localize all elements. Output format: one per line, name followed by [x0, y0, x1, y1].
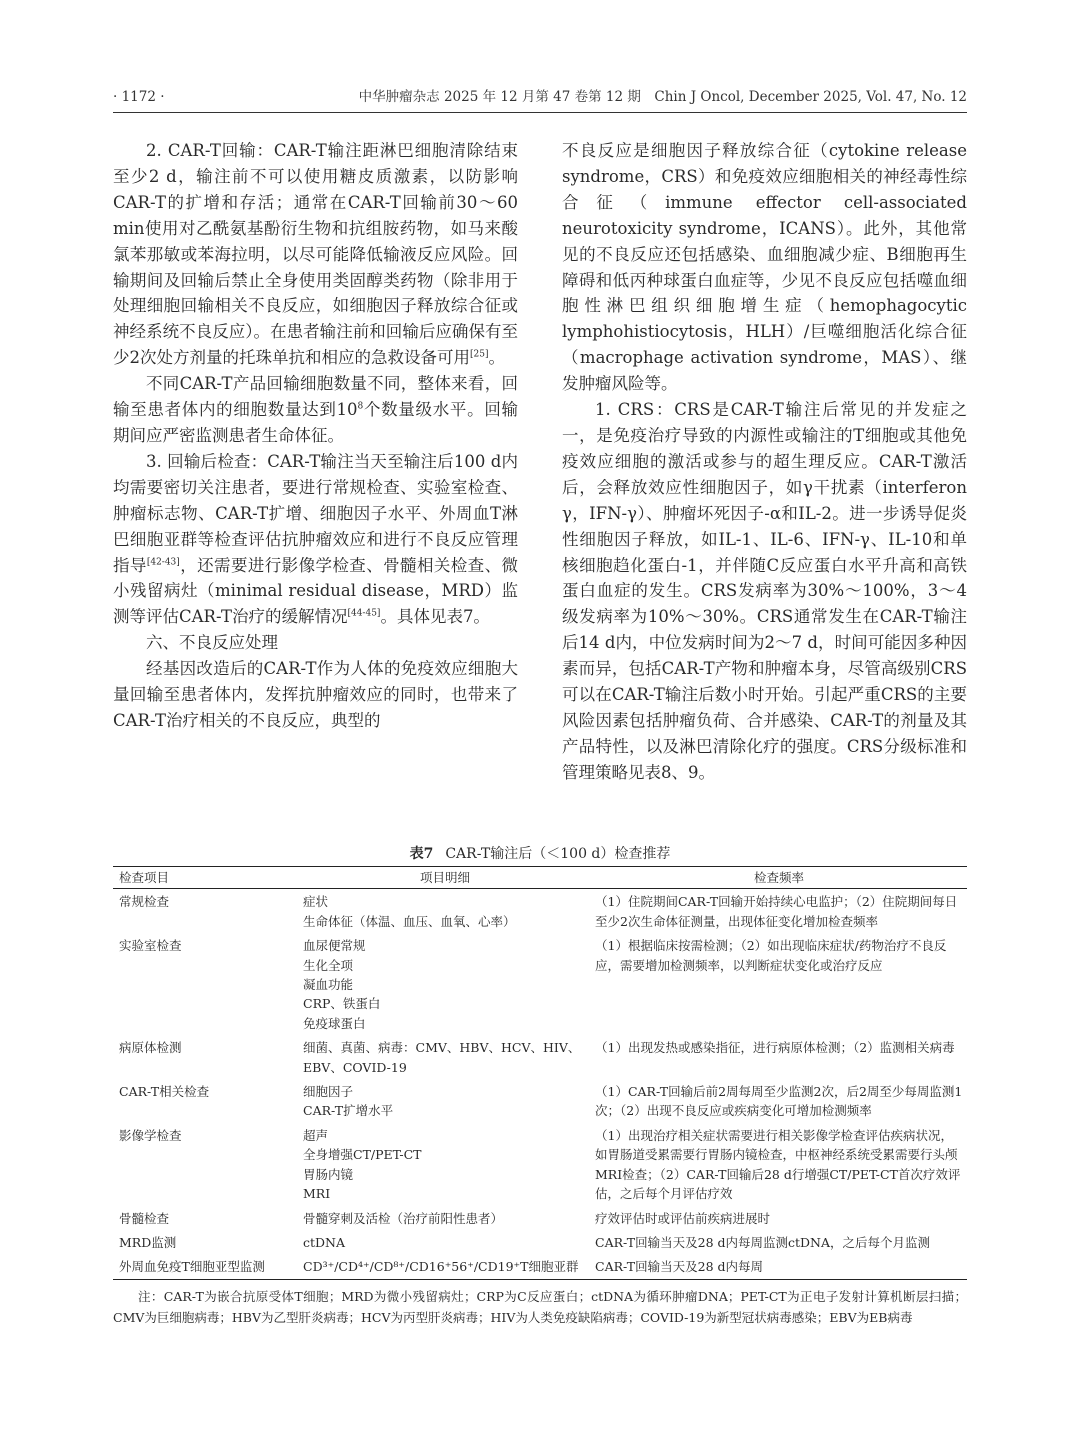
table-title: 表7 CAR-T输注后（＜100 d）检查推荐: [409, 846, 671, 862]
cell-item: CAR-T相关检查: [119, 1084, 210, 1100]
exponent: 8: [357, 401, 364, 412]
detail-line: 生化全项: [303, 957, 354, 973]
citation-ref: [44-45]: [347, 608, 381, 619]
detail-line: 超声: [303, 1127, 329, 1143]
cell-frequency: （1）出现发热或感染指征，进行病原体检测；（2）监测相关病毒: [595, 1040, 955, 1056]
table-row: [113, 1123, 967, 1206]
left-column: [113, 138, 518, 734]
detail-line: 凝血功能: [303, 977, 354, 993]
table-header-row: [113, 867, 967, 889]
cell-item: 实验室检查: [119, 938, 182, 954]
cell-frequency: （1）出现治疗相关症状需要进行相关影像学检查评估疾病状况，如胃肠道受累需要行胃肠内镜检查，中枢神经系统受累需要行头颅MRI检查；（2）CAR-T回输后28 d行增强CT/PET-CT首次疗效评估，之后每个月评估疗效: [595, 1127, 961, 1202]
paragraph-adverse-reactions-cont: 不良反应是细胞因子释放综合征（cytokine release syndrome，CRS）和免疫效应细胞相关的神经毒性综合征（immune effector cell-associated neurotoxicity syndrome，ICANS）。此外，其他常见的不良反应还包括感染、血细胞减少症、B细胞再生障碍和低丙种球蛋白血症等，少见不良反应包括噬血细胞性淋巴组织细胞增生症（hemophagocytic lymphohistiocytosis，HLH）/巨噬细胞活化综合征（macrophage activation syndrome，MAS）、继发肿瘤风险等。: [562, 141, 967, 394]
detail-line: 骨髓穿刺及活检（治疗前阳性患者）: [303, 1210, 504, 1226]
detail-line: 症状: [303, 894, 329, 910]
cell-item: 骨髓检查: [119, 1210, 170, 1226]
running-header: [113, 84, 967, 113]
cell-details: [299, 933, 591, 1035]
exam-recommendation-table: [113, 866, 967, 1280]
table-row: [113, 1230, 967, 1254]
paragraph-crs: 1. CRS：CRS是CAR-T输注后常见的并发症之一，是免疫治疗导致的内源性或输注的T细胞或其他免疫效应细胞的激活或参与的超生理反应。CAR-T激活后，会释放效应性细胞因子，如γ干扰素（interferon γ，IFN-γ）、肿瘤坏死因子-α和IL-2。进一步诱导促炎性细胞因子释放，如IL-1、IL-6、IFN-γ、IL-10和单核细胞趋化蛋白-1，并伴随C反应蛋白水平升高和高铁蛋白血症的发生。CRS发病率为30%～100%，3～4级发病率为10%～30%。CRS通常发生在CAR-T输注后14 d内，中位发病时间为2～7 d，时间可能因多种因素而异，包括CAR-T产物和肿瘤本身，尽管高级别CRS可以在CAR-T输注后数小时开始。引起严重CRS的主要风险因素包括肿瘤负荷、合并感染、CAR-T的剂量及其产品特性，以及淋巴清除化疗的强度。CRS分级标准和管理策略见表8、9。: [562, 400, 967, 782]
table-row: [113, 1254, 967, 1279]
paragraph-post-infusion-exam: 3. 回输后检查：CAR-T输注当天至输注后100 d内均需要密切关注患者，要进行常规检查、实验室检查、肿瘤标志物、CAR-T扩增、细胞因子水平、外周血T淋巴细胞亚群等检查评估抗肿瘤效应和进行不良反应管理指导[42-43]，还需要进行影像学检查、骨髓相关检查、微小残留病灶（minimal residual disease，MRD）监测等评估CAR-T治疗的缓解情况[44-45]。具体见表7。: [113, 451, 519, 627]
detail-line: CD³⁺/CD⁴⁺/CD⁸⁺/CD16⁺56⁺/CD19⁺T细胞亚群: [303, 1259, 579, 1275]
cell-details: [299, 1123, 591, 1206]
detail-line: ctDNA: [303, 1234, 346, 1250]
section-heading: 六、不良反应处理: [146, 633, 278, 653]
cell-details: [299, 1254, 591, 1279]
cell-details: [299, 1035, 591, 1079]
table-row: [113, 1079, 967, 1123]
cell-details: [299, 1206, 591, 1230]
table-label: 表7: [409, 846, 434, 862]
cell-details: [299, 1079, 591, 1123]
detail-line: MRI: [303, 1186, 331, 1202]
citation-ref: [42-43]: [146, 557, 180, 567]
cell-frequency: CAR-T回输当天及28 d内每周: [591, 1254, 967, 1279]
paragraph-cell-dose: 不同CAR-T产品回输细胞数量不同，整体来看，回输至患者体内的细胞数量达到$10^8$个数量级水平。回输期间应严密监测患者生命体征。: [113, 374, 519, 445]
cell-item: 外周血免疫T细胞亚型监测: [113, 1254, 299, 1279]
cell-item: MRD监测: [119, 1234, 177, 1250]
detail-line: 胃肠内镜: [303, 1166, 354, 1182]
detail-line: 免疫球蛋白: [303, 1015, 366, 1031]
paragraph-adverse-reactions: 经基因改造后的CAR-T作为人体的免疫效应细胞大量回输至患者体内，发挥抗肿瘤效应的同时，也带来了CAR-T治疗相关的不良反应，典型的: [113, 659, 518, 730]
column-header: 检查频率: [591, 867, 967, 889]
table-row: [113, 933, 967, 1035]
detail-line: 全身增强CT/PET-CT: [303, 1147, 422, 1163]
cell-item: 常规检查: [119, 894, 170, 910]
cell-details: [299, 889, 591, 933]
column-header: 项目明细: [299, 867, 591, 889]
cell-frequency: （1）CAR-T回输后前2周每周至少监测2次，后2周至少每周监测1次；（2）出现不良反应或疾病变化可增加检测频率: [595, 1084, 963, 1119]
cell-frequency: （1）住院期间CAR-T回输开始持续心电监护；（2）住院期间每日至少2次生命体征测量，出现体征变化增加检查频率: [595, 894, 958, 929]
detail-line: 生命体征（体温、血压、血氧、心率）: [303, 913, 516, 929]
detail-line: 血尿便常规: [303, 938, 366, 954]
cell-frequency: CAR-T回输当天及28 d内每周监测ctDNA，之后每个月监测: [595, 1234, 931, 1250]
journal-citation: 中华肿瘤杂志 2025 年 12 月第 47 卷第 12 期 Chin J Oncol, December 2025, Vol. 47, No. 12: [358, 89, 967, 105]
cell-item: 影像学检查: [119, 1127, 182, 1143]
cell-frequency: 疗效评估时或评估前疾病进展时: [595, 1210, 771, 1226]
table-note: 注：CAR-T为嵌合抗原受体T细胞；MRD为微小残留病灶；CRP为C反应蛋白；ctDNA为循环肿瘤DNA；PET-CT为正电子发射计算机断层扫描；CMV为巨细胞病毒；HBV为乙型肝炎病毒；HCV为丙型肝炎病毒；HIV为人类免疫缺陷病毒；COVID-19为新型冠状病毒感染；EBV为EB病毒: [113, 1288, 967, 1325]
table-7: [113, 842, 967, 1328]
cell-details: [299, 1230, 591, 1254]
table-row: [113, 889, 967, 933]
citation-ref: [25]: [470, 349, 489, 360]
paragraph-car-t-infusion: 2. CAR-T回输：CAR-T输注距淋巴细胞清除结束至少2 d，输注前不可以使用糖皮质激素，以防影响CAR-T的扩增和存活；通常在CAR-T回输前30～60 min使用对乙酰氨基酚衍生物和抗组胺药物，如马来酸氯苯那敏或苯海拉明，以尽可能降低输液反应风险。回输期间及回输后禁止全身使用类固醇类药物（除非用于处理细胞回输相关不良反应，如细胞因子释放综合征或神经系统不良反应）。在患者输注前和回输后应确保有至少2次处方剂量的托珠单抗和相应的急救设备可用[25]。: [113, 141, 518, 368]
column-header: 检查项目: [113, 867, 299, 889]
cell-item: 病原体检测: [119, 1040, 182, 1056]
cell-frequency: （1）根据临床按需检测；（2）如出现临床症状/药物治疗不良反应，需要增加检测频率，以判断症状变化或治疗反应: [595, 938, 947, 973]
detail-line: 细胞因子: [303, 1084, 354, 1100]
detail-line: CAR-T扩增水平: [303, 1103, 394, 1119]
table-row: [113, 1206, 967, 1230]
right-column: [562, 138, 967, 786]
detail-line: CRP、铁蛋白: [303, 996, 381, 1012]
table-row: [113, 1035, 967, 1079]
page-number: · 1172 ·: [113, 89, 165, 105]
detail-line: 细菌、真菌、病毒：CMV、HBV、HCV、HIV、EBV、COVID-19: [303, 1040, 581, 1075]
